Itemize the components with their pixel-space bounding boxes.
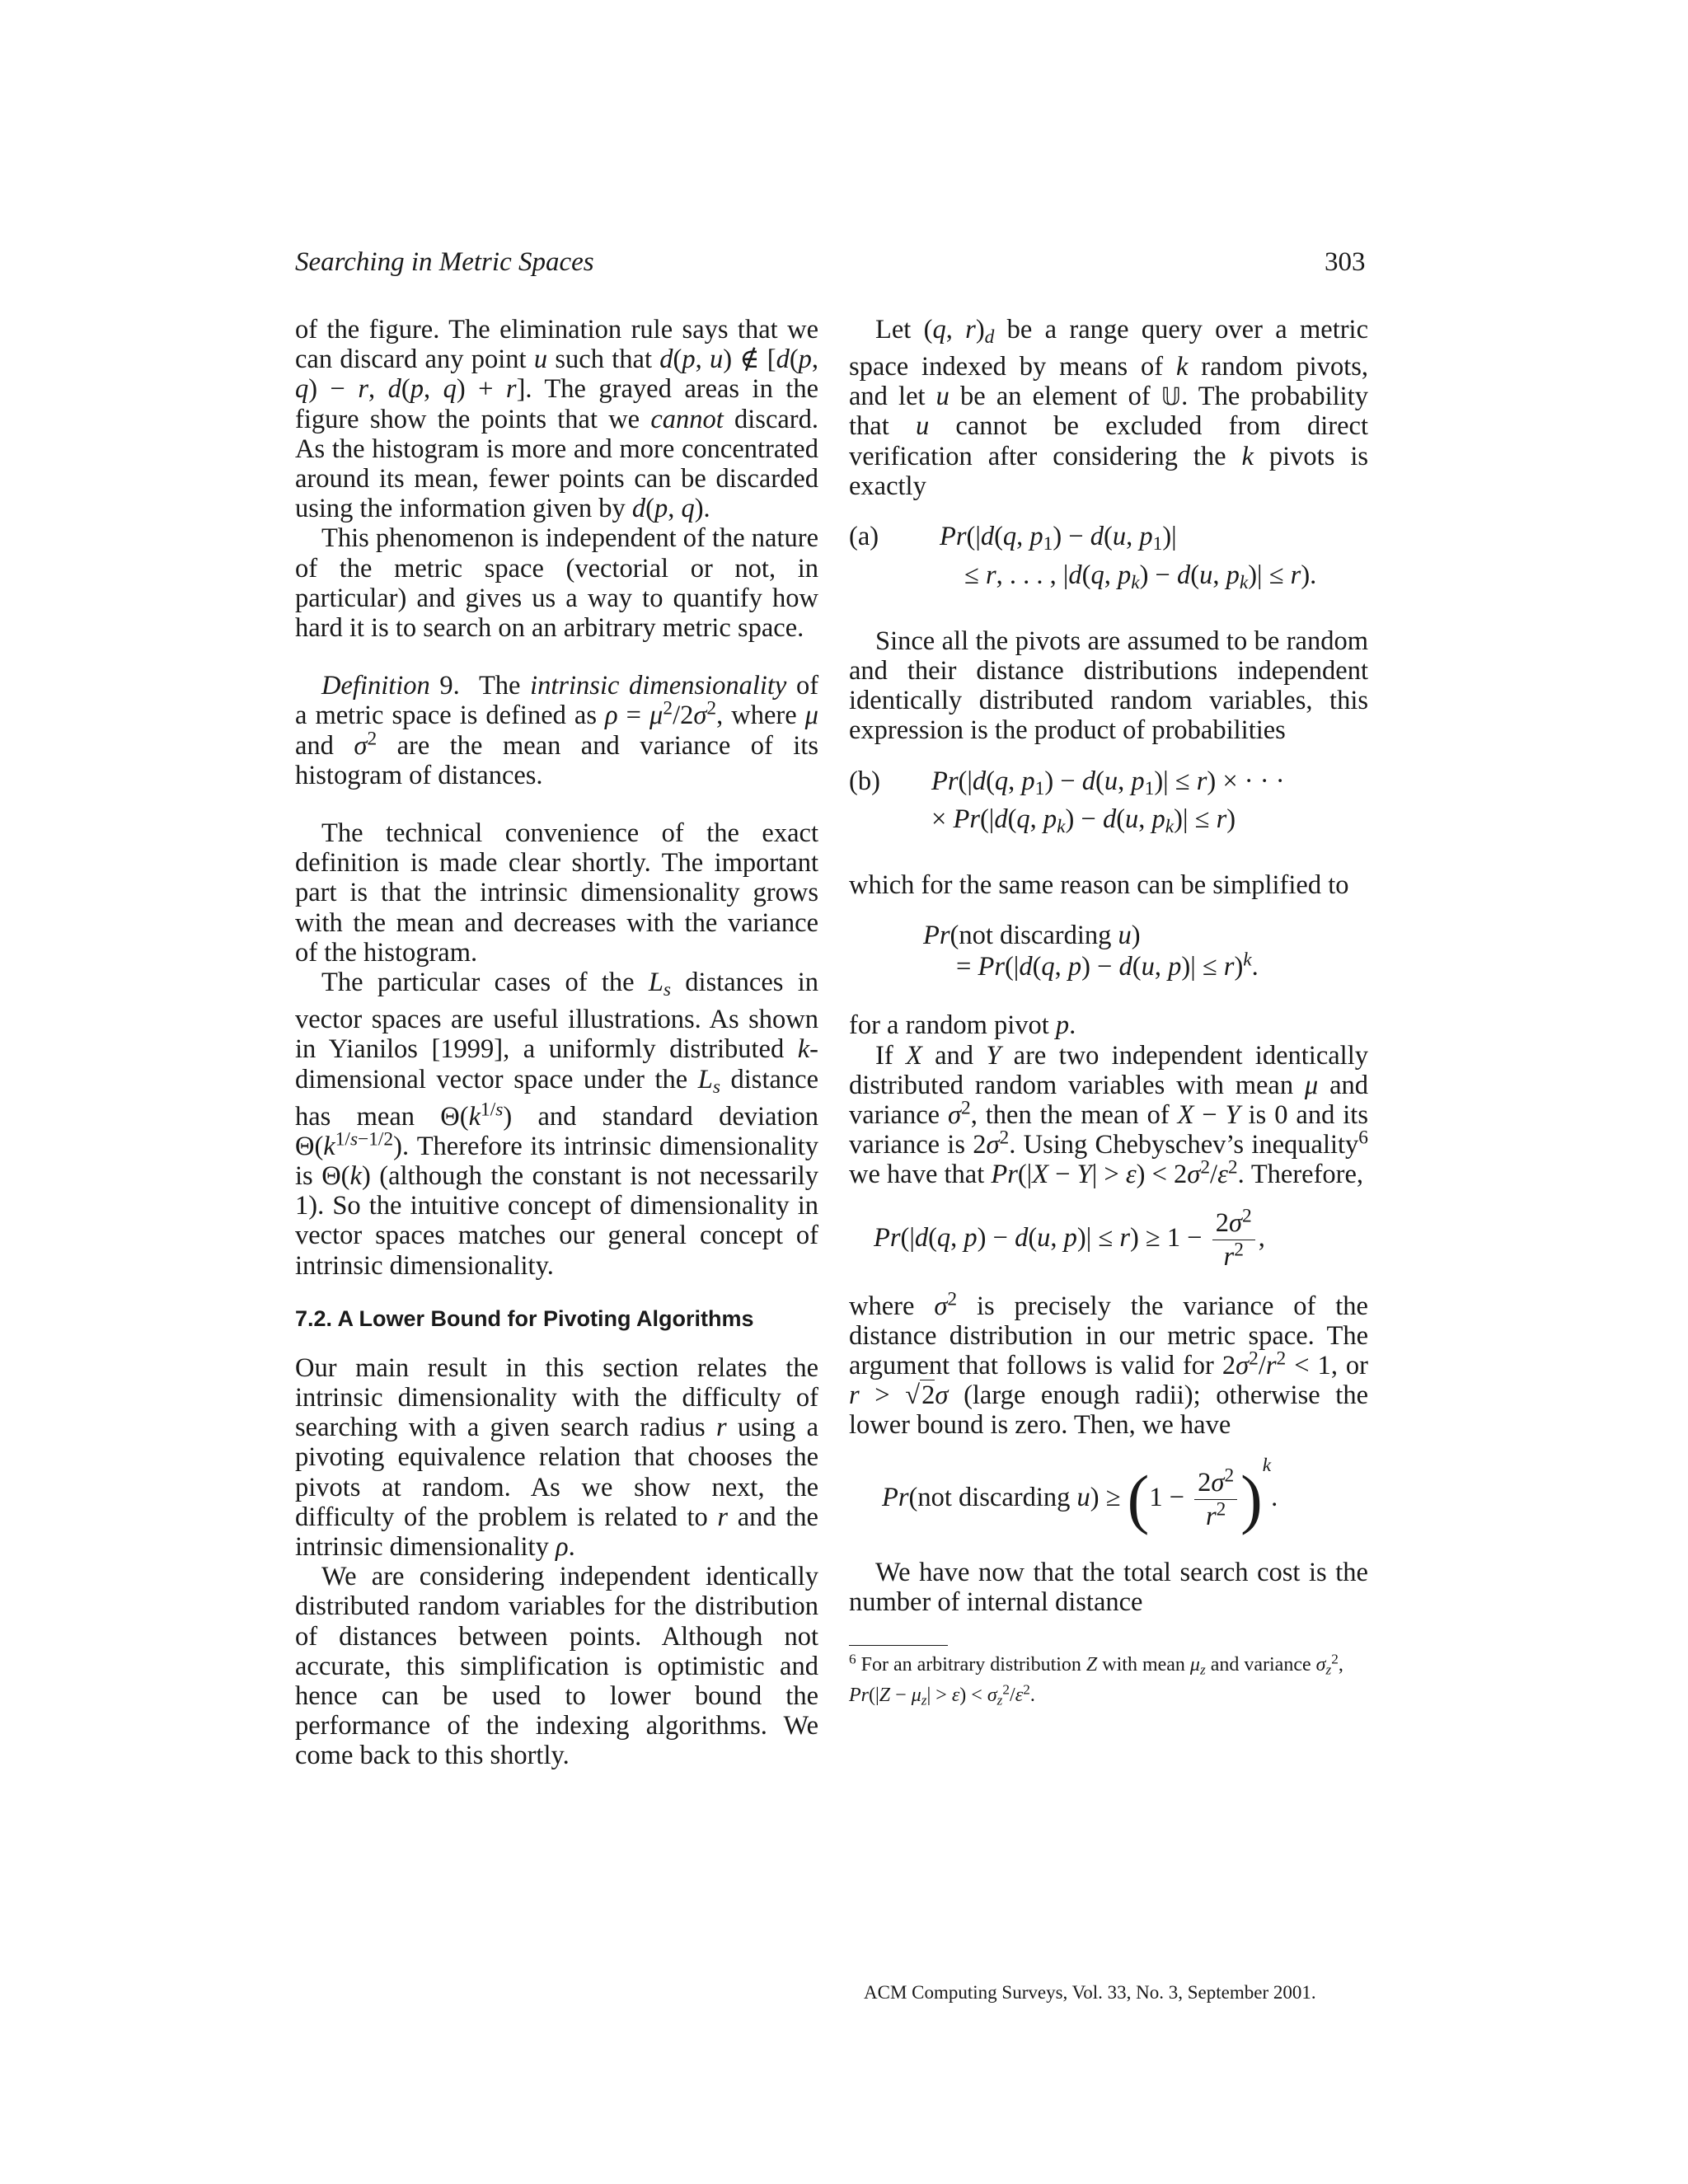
left-column bbox=[295, 315, 818, 1771]
journal-footer: ACM Computing Surveys, Vol. 33, No. 3, September 2001. bbox=[864, 1982, 1316, 2003]
paragraph: of the figure. The elimination rule says that we can discard any point u such that d(p, u) ∉ [d(p, q) − r, d(p, q) + r]. The grayed areas in the figure show the points that we cannot discard. As the histogram is more and more concentrated around its mean, fewer points can be discarded using the information given by d(p, q). bbox=[295, 315, 819, 524]
paragraph: where $\sigma^2$ is precisely the variance of the distance distribution in our metric space. The argument that follows is valid for $2\sigma^2/r^2 < 1$, or r > √2σ (large enough radii); otherwise the lower bound is zero. Then, we have bbox=[849, 1287, 1369, 1441]
paragraph: which for the same reason can be simplified to bbox=[849, 870, 1349, 901]
section-heading: 7.2. A Lower Bound for Pivoting Algorithms bbox=[295, 1305, 754, 1331]
equation-not-discarding: Pr(not discarding u) = Pr(|d(q, p) − d(u, p)| ≤ r)$^k$. bbox=[923, 921, 1259, 982]
paragraph: This phenomenon is independent of the nature of the metric space (vectorial or not, in particular) and gives us a way to quantify how hard it is to search on an arbitrary metric space. bbox=[295, 523, 818, 644]
footnote: $^6$ For an arbitrary distribution Z with mean $\mu_z$ and variance $\sigma_z^2$, $Pr(|Z - \mu_z| > \varepsilon) < \sigma_z^2/\varepsilon^2$. bbox=[849, 1651, 1343, 1708]
right-column bbox=[849, 315, 1368, 1713]
definition: Definition 9. The intrinsic dimensionality of a metric space is defined as $\rho = \mu^2/2\sigma^2$, where μ and $\sigma^2$ are the mean and variance of its histogram of distances. bbox=[295, 671, 819, 790]
page-number: 303 bbox=[1325, 247, 1366, 277]
paragraph: We have now that the total search cost is the number of internal distance bbox=[849, 1557, 1368, 1618]
running-header-title: Searching in Metric Spaces bbox=[295, 247, 594, 277]
footnote-rule bbox=[849, 1645, 948, 1646]
equation-b: (b) Pr(|d(q, $p_1) - d(u$, $p_1)| \le r$) × · · · × Pr(|d(q, $p_k) - d(u$, $p_k)| \le r$) bbox=[849, 766, 1285, 838]
paragraph: The particular cases of the $L_s$ distances in vector spaces are useful illustrations. As shown in Yianilos [1999], a uniformly distributed k-dimensional vector space under the $L_s$ distance has mean $\Theta(k^{1/s})$ and standard deviation $\Theta(k^{1/s-1/2})$. Therefore its intrinsic dimensionality is Θ(k) (although the constant is not necessarily 1). So the intuitive concept of dimensionality in vector spaces matches our general concept of intrinsic dimensionality. bbox=[295, 968, 819, 1281]
paragraph: for a random pivot p. bbox=[849, 1010, 1076, 1041]
paragraph: We are considering independent identically distributed random variables for the distribution of distances between points. Although not accurate, this simplification is optimistic and hence can be used to lower bound the performance of the indexing algorithms. We come back to this shortly. bbox=[295, 1562, 818, 1771]
equation-tag: (b) bbox=[849, 766, 880, 796]
equation-a: (a) Pr(|d(q, $p_1) - d(u$, $p_1)|$ ≤ r, . . . , |d(q, $p_k) - d(u$, $p_k)| \le r$). bbox=[849, 522, 1317, 593]
paragraph: Our main result in this section relates the intrinsic dimensionality with the difficulty of searching with a given search radius r using a pivoting equivalence relation that chooses the pivots at random. As we show next, the difficulty of the problem is related to r and the intrinsic dimensionality ρ. bbox=[295, 1352, 818, 1562]
equation-lower-bound: Pr(not discarding u) ≥ (1 − $\frac{2\sigma^2}{r^2}$ )$^k$. bbox=[882, 1454, 1278, 1536]
equation-tag: (a) bbox=[849, 522, 879, 552]
paragraph: If X and Y are two independent identically distributed random variables with mean μ and variance $\sigma^2$, then the mean of X − Y is 0 and its variance is $2\sigma^2$. Using Chebyschev’s inequality$^6$ we have that $Pr(|X - Y| > \varepsilon) < 2\sigma^2/\varepsilon^2$. Therefore, bbox=[849, 1040, 1368, 1190]
equation-chebyshev: Pr(|d(q, p) − d(u, p)| ≤ r) ≥ 1 − $\frac{2\sigma^2}{r^2}$ , bbox=[874, 1204, 1265, 1272]
paragraph: Since all the pivots are assumed to be random and their distance distributions independent identically distributed random variables, this expression is the product of probabilities bbox=[849, 626, 1368, 746]
paragraph: The technical convenience of the exact definition is made clear shortly. The important part is that the intrinsic dimensionality grows with the mean and decreases with the variance of the histogram. bbox=[295, 818, 818, 968]
paragraph: Let (q, $r)_d$ be a range query over a metric space indexed by means of k random pivots, and let u be an element of 𝕌. The probability that u cannot be excluded from direct verification after considering the k pivots is exactly bbox=[849, 315, 1369, 501]
